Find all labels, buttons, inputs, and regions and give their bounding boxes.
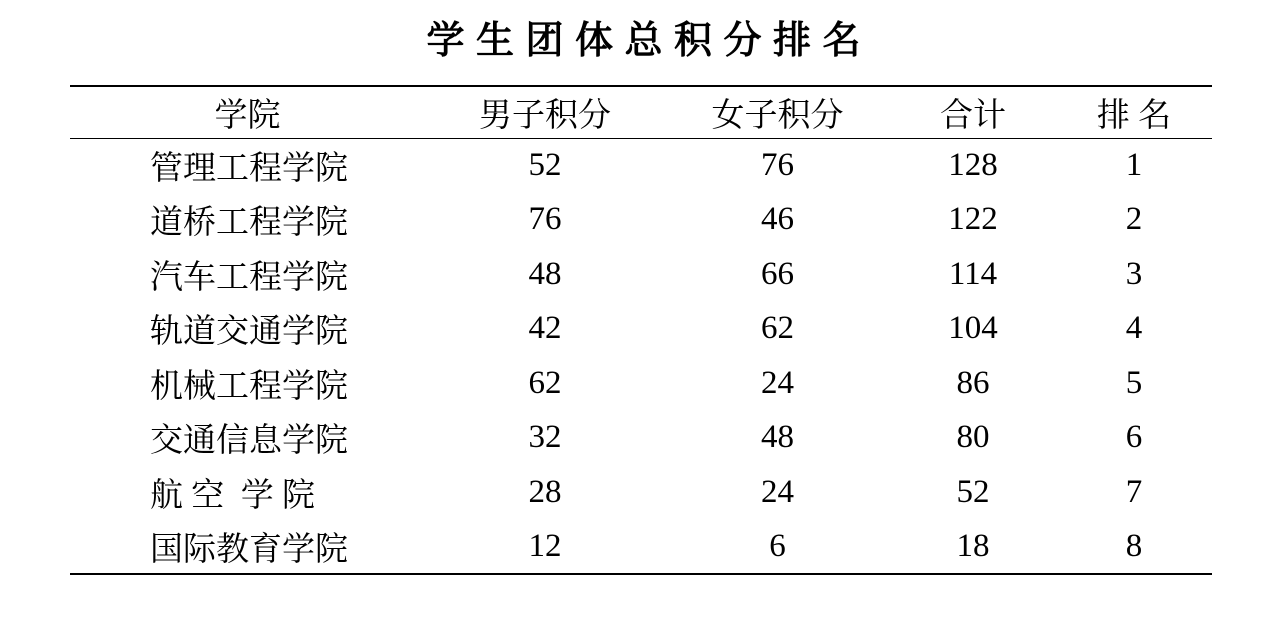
- cell-college: 航 空 学 院: [150, 477, 315, 514]
- cell-rank: 8: [1125, 527, 1143, 564]
- cell-college: 机械工程学院: [150, 368, 348, 405]
- cell-total: 86: [956, 364, 990, 401]
- table-row: [70, 138, 1212, 193]
- cell-women-points: 46: [761, 201, 794, 238]
- cell-rank: 6: [1125, 419, 1143, 456]
- column-header-rank: 排 名: [1096, 97, 1172, 134]
- cell-rank: 4: [1125, 310, 1143, 347]
- table-row: [70, 193, 1212, 248]
- cell-rank: 3: [1125, 255, 1143, 292]
- cell-men-points: 28: [528, 473, 562, 510]
- score-table: [70, 85, 1212, 575]
- cell-women-points: 76: [761, 147, 794, 183]
- cell-rank: 1: [1125, 147, 1143, 183]
- cell-men-points: 48: [528, 255, 562, 292]
- table-row: [70, 520, 1212, 575]
- column-header-men-points: 男子积分: [479, 97, 611, 134]
- cell-men-points: 52: [528, 147, 562, 183]
- cell-women-points: 62: [761, 310, 794, 347]
- column-header-total: 合计: [940, 97, 1006, 134]
- cell-total: 114: [948, 255, 998, 292]
- cell-total: 52: [956, 473, 990, 510]
- cell-women-points: 24: [761, 364, 794, 401]
- cell-total: 18: [956, 527, 990, 564]
- cell-college: 交通信息学院: [150, 423, 348, 460]
- cell-women-points: 66: [761, 255, 794, 292]
- cell-college: 汽车工程学院: [150, 259, 348, 296]
- cell-men-points: 42: [528, 310, 562, 347]
- cell-rank: 7: [1125, 473, 1143, 510]
- cell-college: 管理工程学院: [150, 151, 348, 187]
- table-row: [70, 411, 1212, 466]
- cell-men-points: 12: [528, 527, 562, 564]
- cell-rank: 2: [1125, 201, 1143, 238]
- cell-women-points: 48: [761, 419, 794, 456]
- cell-college: 国际教育学院: [150, 531, 348, 568]
- table-row: [70, 356, 1212, 411]
- column-header-college: 学院: [214, 97, 281, 134]
- cell-men-points: 32: [528, 419, 562, 456]
- cell-rank: 5: [1125, 364, 1143, 401]
- table-header-row: [70, 86, 1212, 138]
- cell-men-points: 76: [528, 201, 562, 238]
- cell-women-points: 24: [761, 473, 794, 510]
- cell-total: 128: [948, 147, 998, 183]
- score-table-container: [70, 85, 1212, 575]
- table-row: [70, 302, 1212, 357]
- cell-total: 122: [948, 201, 998, 238]
- table-row: [70, 465, 1212, 520]
- cell-college: 轨道交通学院: [150, 314, 348, 351]
- column-header-women-points: 女子积分: [711, 97, 844, 134]
- cell-total: 104: [948, 310, 998, 347]
- cell-college: 道桥工程学院: [150, 205, 348, 242]
- cell-men-points: 62: [528, 364, 562, 401]
- cell-women-points: 6: [769, 527, 786, 564]
- page-title: 学 生 团 体 总 积 分 排 名: [426, 20, 862, 62]
- cell-total: 80: [956, 419, 990, 456]
- table-row: [70, 247, 1212, 302]
